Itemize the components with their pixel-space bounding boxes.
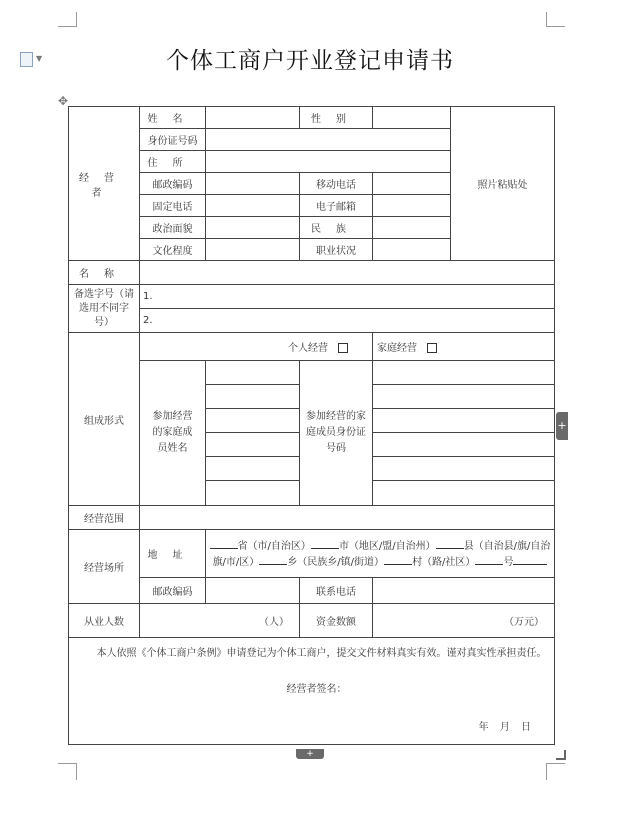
signature-label: 经营者签名： [286,684,347,695]
alt-name-2-field[interactable]: 2. [140,309,555,333]
member-id-field[interactable] [373,361,555,385]
declaration-section [69,638,555,745]
mobile-field[interactable] [373,173,451,195]
gender-label: 性别 [300,107,373,129]
politics-label: 政治面貌 [140,217,206,239]
member-name-field[interactable] [206,457,300,481]
member-name-label: 参加经营的家庭成员姓名 [140,361,206,506]
mobile-label: 移动电话 [300,173,373,195]
residence-field[interactable] [206,151,451,173]
premises-postcode-field[interactable] [206,578,300,604]
member-name-field[interactable] [206,385,300,409]
application-form-table [68,106,555,745]
crop-mark-top-left [58,12,77,27]
member-id-field[interactable] [373,409,555,433]
individual-checkbox[interactable] [338,343,348,353]
email-label: 电子邮箱 [300,195,373,217]
education-field[interactable] [206,239,300,261]
crop-mark-bottom-right [546,763,565,780]
declaration-text: 本人依照《个体工商户条例》申请登记为个体工商户，提交文件材料真实有效。谨对真实性承担责任。 [96,648,547,659]
add-column-handle[interactable]: + [556,412,568,440]
name-field[interactable] [206,107,300,129]
email-field[interactable] [373,195,451,217]
business-name-label: 名称 [69,261,140,285]
postcode-label: 邮政编码 [140,173,206,195]
photo-area: 照片粘贴处 [451,107,555,261]
composition-label: 组成形式 [69,333,140,506]
name-label: 姓名 [140,107,206,129]
residence-label: 住所 [140,151,206,173]
signature-date: 年 月 日 [478,722,531,733]
family-option[interactable]: 家庭经营 [373,333,555,361]
member-id-field[interactable] [373,385,555,409]
crop-mark-bottom-left [58,763,77,780]
education-label: 文化程度 [140,239,206,261]
id-number-field[interactable] [206,129,451,151]
table-move-handle-icon[interactable]: ✥ [58,94,69,108]
operator-section-label: 经营者 [69,107,140,261]
ethnicity-label: 民族 [300,217,373,239]
occupation-field[interactable] [373,239,451,261]
staff-count-field[interactable]: （人） [140,604,300,638]
crop-mark-top-right [546,12,565,27]
landline-label: 固定电话 [140,195,206,217]
alt-names-label: 备选字号（请选用不同字号） [69,285,140,333]
member-id-field[interactable] [373,457,555,481]
landline-field[interactable] [206,195,300,217]
premises-address-label: 地址 [140,530,206,578]
member-id-field[interactable] [373,481,555,506]
individual-option[interactable]: 个人经营 [140,333,373,361]
occupation-label: 职业状况 [300,239,373,261]
capital-field[interactable]: （万元） [373,604,555,638]
staff-count-label: 从业人数 [69,604,140,638]
politics-field[interactable] [206,217,300,239]
premises-postcode-label: 邮政编码 [140,578,206,604]
ethnicity-field[interactable] [373,217,451,239]
member-name-field[interactable] [206,481,300,506]
gender-field[interactable] [373,107,451,129]
table-resize-handle-icon[interactable] [556,750,566,760]
chevron-down-icon[interactable]: ▼ [36,54,43,63]
premises-address-field[interactable]: 省（市/自治区） 市（地区/盟/自治州） 县（自治县/旗/自治旗/市/区） 乡（民族乡/镇/街道） 村（路/社区） 号 [206,530,555,578]
scope-field[interactable] [140,506,555,530]
member-id-label: 参加经营的家庭成员身份证号码 [300,361,373,506]
id-number-label: 身份证号码 [140,129,206,151]
contact-phone-label: 联系电话 [300,578,373,604]
scope-label: 经营范围 [69,506,140,530]
business-name-field[interactable] [140,261,555,285]
alt-name-1-field[interactable]: 1. [140,285,555,309]
add-row-handle[interactable]: + [296,749,324,759]
member-name-field[interactable] [206,433,300,457]
page-title: 个体工商户开业登记申请书 [166,48,454,74]
member-name-field[interactable] [206,409,300,433]
postcode-field[interactable] [206,173,300,195]
contact-phone-field[interactable] [373,578,555,604]
capital-label: 资金数额 [300,604,373,638]
member-id-field[interactable] [373,433,555,457]
family-checkbox[interactable] [427,343,437,353]
member-name-field[interactable] [206,361,300,385]
premises-label: 经营场所 [69,530,140,604]
